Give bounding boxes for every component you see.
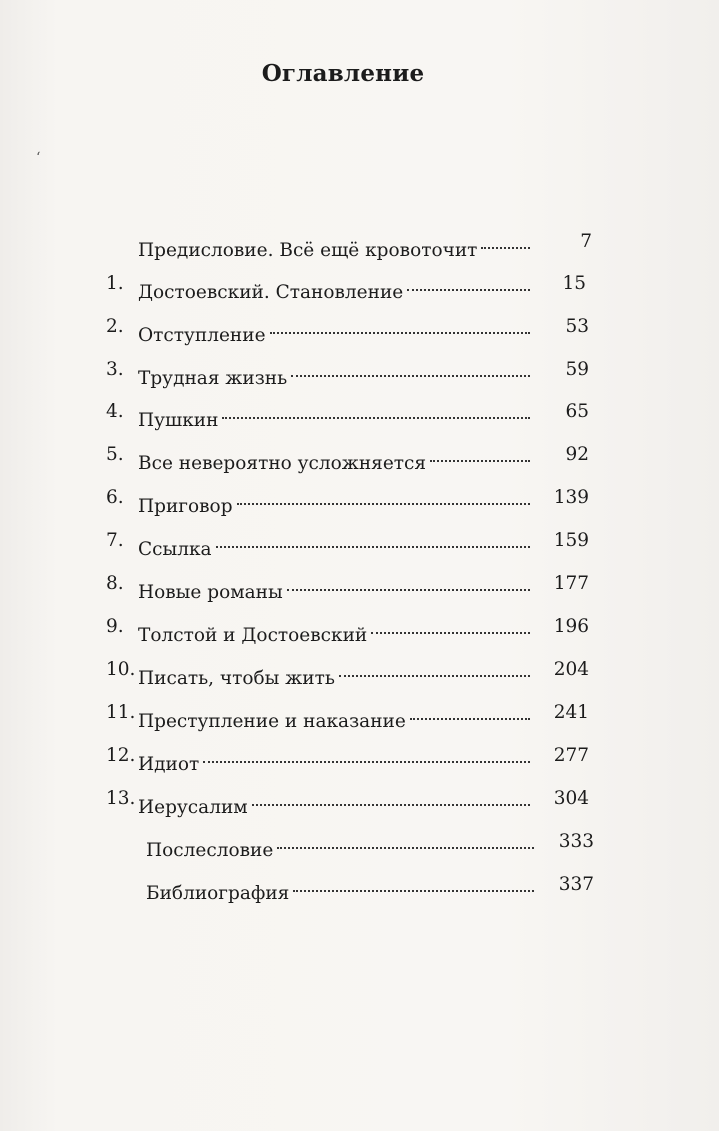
toc-entry-page: 139	[553, 487, 589, 508]
toc-leader-dots	[407, 270, 530, 298]
toc-entry-title: Послесловие	[146, 840, 274, 861]
toc-entry-title: Преступление и наказание	[138, 711, 406, 732]
toc-entry-number: 6.	[106, 487, 124, 508]
toc-entry-title: Идиот	[138, 754, 200, 775]
toc-entry-title: Предисловие. Всё ещё кровоточит	[138, 240, 478, 261]
toc-entry[interactable]	[106, 656, 589, 689]
toc-leader-dots	[252, 785, 530, 813]
toc-entry-title: Отступление	[138, 325, 266, 346]
toc-entry-number: 9.	[106, 616, 124, 637]
toc-entry-page: 53	[565, 316, 589, 337]
toc-entry-page: 241	[553, 702, 589, 723]
toc-entry-page: 337	[558, 874, 594, 895]
toc-entry[interactable]	[106, 270, 586, 303]
toc-entry[interactable]	[106, 699, 589, 732]
toc-entry-page: 92	[565, 444, 589, 465]
toc-leader-dots	[339, 656, 530, 684]
page-title: Оглавление	[261, 60, 425, 87]
toc-entry-title: Пушкин	[138, 410, 219, 431]
toc-entry-page: 177	[553, 573, 589, 594]
toc-leader-dots	[277, 828, 534, 856]
toc-entry-number: 13.	[106, 788, 136, 809]
toc-entry-number: 5.	[106, 444, 124, 465]
toc-entry-number: 2.	[106, 316, 124, 337]
toc-entry-page: 277	[553, 745, 589, 766]
toc-leader-dots	[216, 527, 530, 555]
toc-entry-page: 204	[553, 659, 589, 680]
margin-mark: ‘	[36, 150, 41, 166]
toc-entry[interactable]	[146, 828, 594, 861]
toc-entry-page: 159	[553, 530, 589, 551]
toc-entry-title: Достоевский. Становление	[138, 282, 404, 303]
toc-entry-title: Толстой и Достоевский	[138, 625, 368, 646]
toc-entry-page: 65	[565, 401, 589, 422]
toc-entry-title: Все невероятно усложняется	[138, 453, 427, 474]
toc-entry-page: 15	[562, 273, 586, 294]
toc-entry-page: 7	[580, 231, 592, 252]
toc-entry[interactable]	[106, 356, 589, 389]
toc-entry[interactable]	[106, 313, 589, 346]
toc-entry[interactable]	[106, 484, 589, 517]
toc-entry[interactable]	[146, 871, 594, 904]
toc-entry[interactable]	[106, 785, 589, 818]
toc-entry[interactable]	[106, 570, 589, 603]
toc-entry-title: Приговор	[138, 496, 233, 517]
toc-leader-dots	[203, 742, 530, 770]
toc-leader-dots	[481, 228, 530, 256]
toc-entry[interactable]	[106, 742, 589, 775]
toc-leader-dots	[293, 871, 534, 899]
toc-entry[interactable]	[106, 441, 589, 474]
toc-entry[interactable]	[106, 527, 589, 560]
toc-entry-number: 3.	[106, 359, 124, 380]
toc-entry-title: Ссылка	[138, 539, 212, 560]
toc-entry-number: 12.	[106, 745, 136, 766]
toc-entry-title: Библиография	[146, 883, 290, 904]
toc-entry[interactable]	[138, 228, 592, 261]
toc-leader-dots	[287, 570, 530, 598]
toc-leader-dots	[270, 313, 530, 341]
toc-leader-dots	[237, 484, 530, 512]
toc-entry-number: 11.	[106, 702, 136, 723]
toc-entry-page: 196	[553, 616, 589, 637]
toc-entry-number: 1.	[106, 273, 124, 294]
toc-entry-title: Писать, чтобы жить	[138, 668, 335, 689]
toc-leader-dots	[222, 398, 530, 426]
toc-leader-dots	[371, 613, 530, 641]
toc-entry-page: 304	[553, 788, 589, 809]
toc-leader-dots	[430, 441, 530, 469]
toc-entry-number: 7.	[106, 530, 124, 551]
toc-entry-number: 10.	[106, 659, 136, 680]
toc-entry-number: 4.	[106, 401, 124, 422]
toc-entry[interactable]	[106, 398, 589, 431]
toc-entry-page: 59	[565, 359, 589, 380]
toc-leader-dots	[291, 356, 530, 384]
toc-entry-number: 8.	[106, 573, 124, 594]
toc-entry[interactable]	[106, 613, 589, 646]
toc-entry-title: Новые романы	[138, 582, 283, 603]
toc-entry-page: 333	[558, 831, 594, 852]
toc-leader-dots	[410, 699, 530, 727]
toc-entry-title: Иерусалим	[138, 797, 248, 818]
toc-entry-title: Трудная жизнь	[138, 368, 288, 389]
